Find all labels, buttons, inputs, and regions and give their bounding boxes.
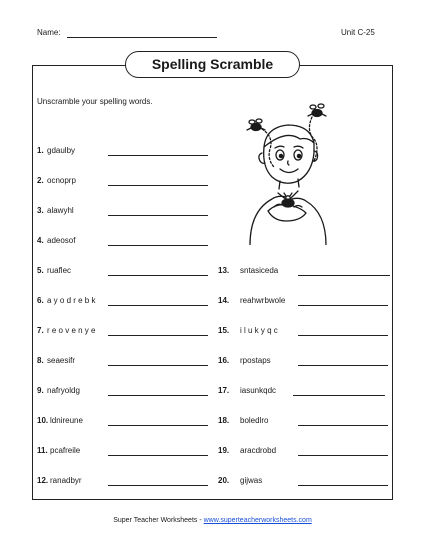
scrambled-word: adeosof [47,236,76,245]
item-number: 7. [37,326,44,335]
scrambled-word: rpostaps [240,356,271,365]
item-number: 5. [37,266,44,275]
word-item-15 [218,326,388,338]
answer-line[interactable] [108,425,208,426]
answer-line[interactable] [108,335,208,336]
item-number: 14. [218,296,230,305]
item-number: 12. [37,476,49,485]
name-line[interactable] [67,37,217,38]
word-item-14 [218,296,388,308]
item-number: 8. [37,356,44,365]
answer-line[interactable] [298,305,388,306]
word-item-11 [37,446,208,458]
item-number: 10. [37,416,49,425]
item-number: 1. [37,146,44,155]
answer-line[interactable] [298,275,390,276]
item-number: 2. [37,176,44,185]
word-item-19 [218,446,388,458]
footer-text: Super Teacher Worksheets - [113,517,204,524]
scrambled-word: nafryoldg [47,386,80,395]
answer-line[interactable] [108,395,208,396]
item-number: 9. [37,386,44,395]
kid-illustration [238,95,338,245]
scrambled-word: i l u k y q c [240,326,278,335]
name-label: Name: [37,28,61,37]
scrambled-word: r e o v e n y e [47,326,96,335]
word-item-1 [37,146,208,158]
scrambled-word: ocnoprp [47,176,76,185]
answer-line[interactable] [108,215,208,216]
word-item-6 [37,296,208,308]
scrambled-word: iasunkqdc [240,386,277,395]
worksheet-title: Spelling Scramble [125,51,300,78]
item-number: 20. [218,476,230,485]
word-item-20 [218,476,388,488]
word-item-13 [218,266,390,278]
word-item-17 [218,386,385,398]
scrambled-word: boledlro [240,416,269,425]
answer-line[interactable] [108,365,208,366]
answer-line[interactable] [298,425,388,426]
instructions: Unscramble your spelling words. [37,97,153,106]
answer-line[interactable] [298,365,388,366]
word-item-8 [37,356,208,368]
word-item-3 [37,206,208,218]
scrambled-word: a y o d r e b k [47,296,96,305]
ladybug-icon [282,193,294,207]
answer-line[interactable] [298,455,388,456]
answer-line[interactable] [108,245,208,246]
answer-line[interactable] [298,485,388,486]
word-item-12 [37,476,208,488]
word-item-9 [37,386,208,398]
word-item-7 [37,326,208,338]
word-item-2 [37,176,208,188]
bug-icon-right [308,104,326,117]
item-number: 3. [37,206,44,215]
scrambled-word: sntasiceda [240,266,279,275]
item-number: 19. [218,446,230,455]
footer [0,517,425,524]
scrambled-word: aracdrobd [240,446,277,455]
answer-line[interactable] [293,395,385,396]
word-item-4 [37,236,208,248]
item-number: 17. [218,386,230,395]
answer-line[interactable] [108,185,208,186]
scrambled-word: ldnireune [50,416,83,425]
scrambled-word: reahwrbwole [240,296,286,305]
scrambled-word: gijwas [240,476,263,485]
scrambled-word: ruaflec [47,266,72,275]
word-item-18 [218,416,388,428]
item-number: 13. [218,266,230,275]
item-number: 18. [218,416,230,425]
item-number: 4. [37,236,44,245]
scrambled-word: ranadbyr [50,476,82,485]
worksheet-frame [32,65,393,500]
answer-line[interactable] [108,455,208,456]
item-number: 16. [218,356,230,365]
word-item-10 [37,416,208,428]
word-item-5 [37,266,208,278]
answer-line[interactable] [298,335,388,336]
answer-line[interactable] [108,155,208,156]
answer-line[interactable] [108,275,208,276]
answer-line[interactable] [108,485,208,486]
item-number: 15. [218,326,230,335]
unit-label: Unit C-25 [341,28,375,37]
scrambled-word: seaesifr [47,356,76,365]
scrambled-word: pcafreile [50,446,81,455]
item-number: 6. [37,296,44,305]
scrambled-word: gdaulby [47,146,76,155]
answer-line[interactable] [108,305,208,306]
word-item-16 [218,356,388,368]
scrambled-word: alawyhl [47,206,74,215]
footer-link[interactable]: www.superteacherworksheets.com [203,517,312,524]
item-number: 11. [37,446,48,455]
